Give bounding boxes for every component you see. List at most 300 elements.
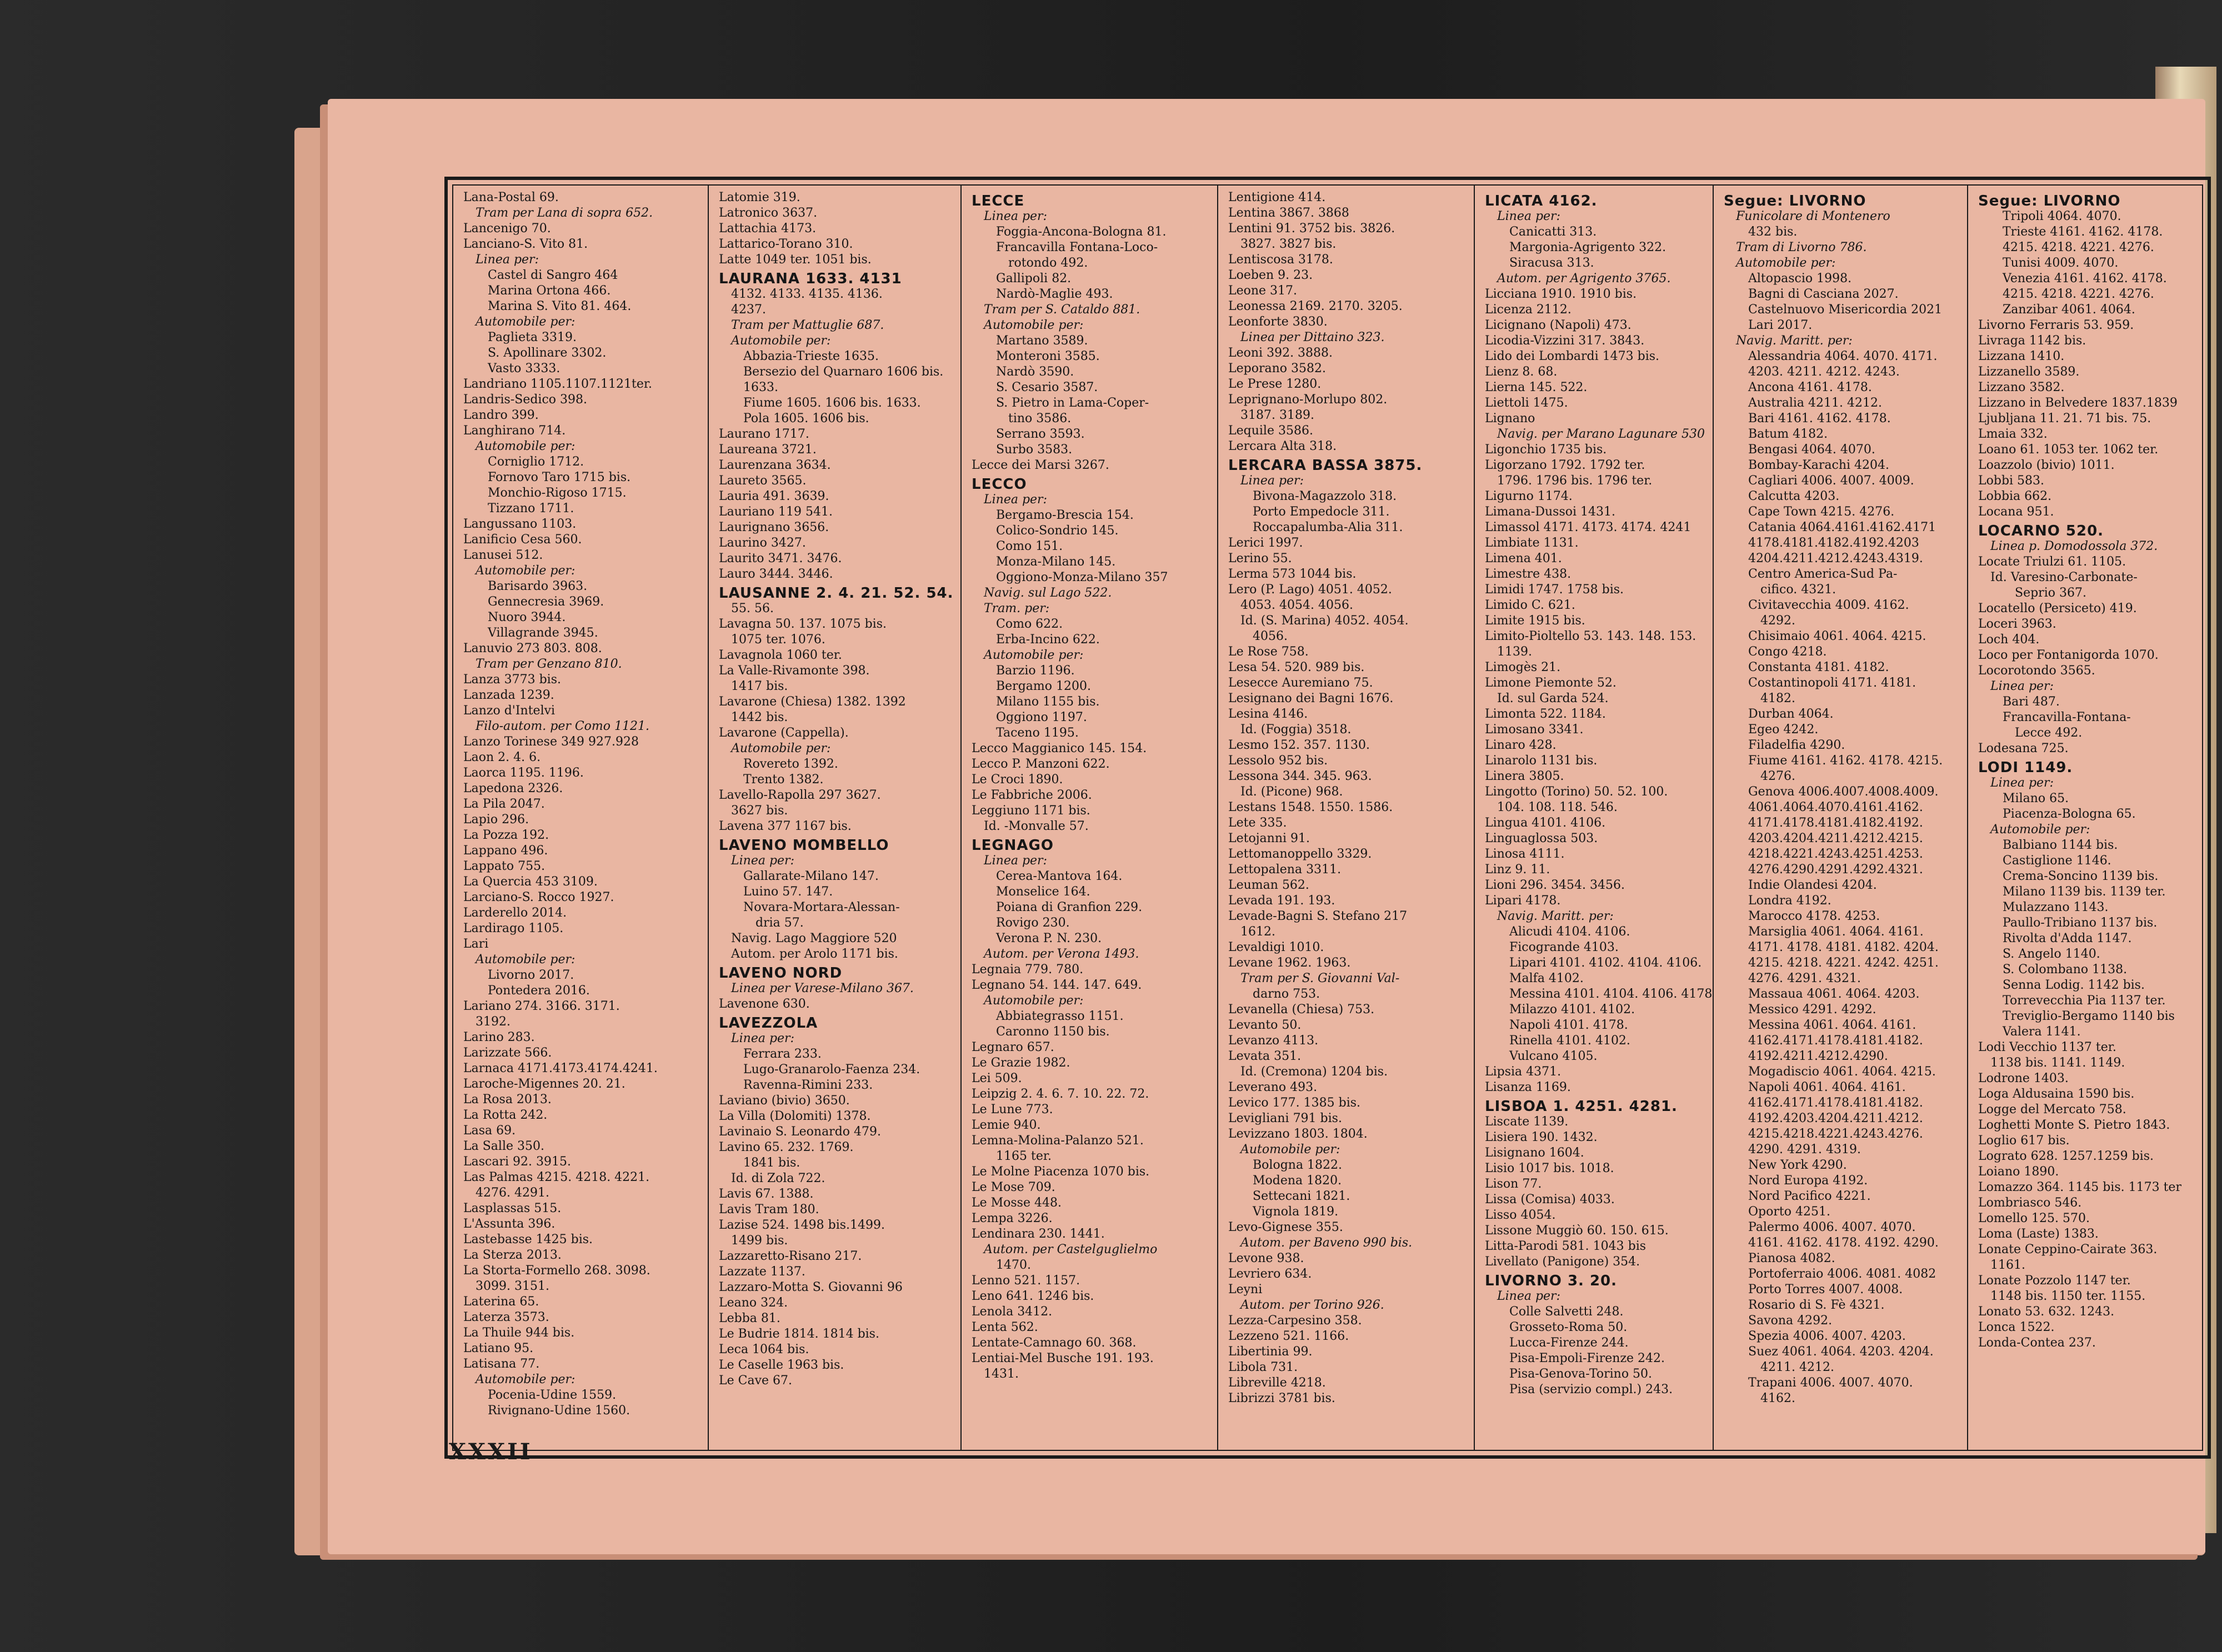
index-entry: 432 bis. [1748, 225, 1798, 239]
index-entry: Balbiano 1144 bis. [2003, 838, 2118, 852]
index-entry: Lattarico-Torano 310. [719, 237, 853, 251]
index-entry: Liscate 1139. [1485, 1115, 1569, 1129]
index-entry: Bivona-Magazzolo 318. [1253, 489, 1397, 503]
index-entry: Limite 1915 bis. [1485, 614, 1585, 628]
index-entry: 3187. 3189. [1240, 408, 1314, 422]
index-entry: Pocenia-Udine 1559. [488, 1388, 617, 1402]
index-entry: Autom. per Verona 1493. [984, 947, 1139, 961]
index-entry: 4162.4171.4178.4181.4182. [1748, 1034, 1923, 1048]
index-entry: Rivignano-Udine 1560. [488, 1404, 630, 1418]
index-entry: 4061.4064.4070.4161.4162. [1748, 800, 1923, 814]
index-entry: Centro America-Sud Pa- [1748, 567, 1898, 581]
index-entry: Nord Europa 4192. [1748, 1174, 1868, 1188]
index-entry: Lettopalena 3311. [1228, 863, 1342, 877]
index-entry: Legnano 54. 144. 147. 649. [972, 978, 1142, 992]
index-entry: 4162. [1760, 1391, 1795, 1405]
index-entry: Monselice 164. [996, 885, 1090, 899]
index-entry: Tram. per: [984, 602, 1050, 615]
index-entry: 1161. [1990, 1258, 2025, 1272]
index-entry: Venezia 4161. 4162. 4178. [2003, 272, 2167, 286]
index-entry: Lanza 3773 bis. [463, 673, 561, 687]
index-entry: 4276. 4291. [476, 1186, 549, 1200]
index-entry: Tram per S. Cataldo 881. [984, 303, 1140, 317]
index-entry: Suez 4061. 4064. 4203. 4204. [1748, 1345, 1934, 1359]
index-entry: Loco per Fontanigorda 1070. [1978, 648, 2159, 662]
index-entry: Libola 731. [1228, 1360, 1298, 1374]
index-entry: Civitavecchia 4009. 4162. [1748, 598, 1909, 612]
index-entry: Lizzanello 3589. [1978, 365, 2080, 379]
index-entry: Lauriano 119 541. [719, 505, 833, 519]
index-entry: Laureto 3565. [719, 474, 807, 488]
index-entry: Lonca 1522. [1978, 1320, 2055, 1334]
index-entry: Porto Empedocle 311. [1253, 505, 1390, 519]
index-entry: 4171. 4178. 4181. 4182. 4204. [1748, 940, 1939, 954]
index-entry: Lerici 1997. [1228, 536, 1303, 550]
index-entry: Lavagna 50. 137. 1075 bis. [719, 617, 887, 631]
index-entry: Linea per: [984, 493, 1047, 507]
index-entry: Marina Ortona 466. [488, 284, 611, 298]
index-entry: Lentina 3867. 3868 [1228, 206, 1349, 220]
index-entry: Mulazzano 1143. [2003, 900, 2109, 914]
index-entry: Limonta 522. 1184. [1485, 707, 1606, 721]
index-entry: Lancenigo 70. [463, 222, 551, 236]
index-entry: Bergamo-Brescia 154. [996, 508, 1134, 522]
index-entry: Leipzig 2. 4. 6. 7. 10. 22. 72. [972, 1087, 1149, 1101]
index-entry: Ljubljana 11. 21. 71 bis. 75. [1978, 412, 2151, 425]
index-entry: Livorno Ferraris 53. 959. [1978, 318, 2134, 332]
index-entry: Levanella (Chiesa) 753. [1228, 1003, 1375, 1017]
index-entry: Levizzano 1803. 1804. [1228, 1127, 1368, 1141]
index-entry: Trapani 4006. 4007. 4070. [1748, 1376, 1913, 1390]
index-entry: Locatello (Persiceto) 419. [1978, 602, 2137, 615]
index-entry: Crema-Soncino 1139 bis. [2003, 869, 2159, 883]
index-entry: Serrano 3593. [996, 427, 1085, 441]
index-entry: Gallipoli 82. [996, 272, 1072, 286]
index-entry: Rovereto 1392. [743, 757, 838, 771]
index-entry: Lavenone 630. [719, 997, 810, 1011]
index-entry: 4204.4211.4212.4243.4319. [1748, 552, 1923, 565]
section-heading: Segue: LIVORNO [1724, 193, 1866, 209]
index-entry: dria 57. [755, 916, 804, 930]
index-entry: 4215. 4218. 4221. 4276. [2003, 241, 2154, 254]
index-entry: Nardò-Maglie 493. [996, 287, 1113, 301]
index-entry: Francavilla-Fontana- [2003, 710, 2131, 724]
index-entry: Lombriasco 546. [1978, 1196, 2082, 1210]
index-entry: Linea per: [1990, 776, 2054, 790]
index-entry: Surbo 3583. [996, 443, 1073, 457]
index-entry: Levaldigi 1010. [1228, 940, 1324, 954]
index-entry: Lodesana 725. [1978, 742, 2069, 755]
index-entry: Verona P. N. 230. [996, 932, 1102, 945]
index-entry: Rinella 4101. 4102. [1509, 1034, 1630, 1048]
index-entry: Nardò 3590. [996, 365, 1074, 379]
index-entry: Alicudi 4104. 4106. [1509, 925, 1630, 939]
index-entry: Latomie 319. [719, 191, 800, 204]
index-entry: Laureana 3721. [719, 443, 817, 457]
index-entry: Laviano (bivio) 3650. [719, 1094, 850, 1108]
index-entry: Tram per Mattuglie 687. [731, 318, 884, 332]
index-column-7 [1967, 186, 2211, 1450]
index-entry: Lingotto (Torino) 50. 52. 100. [1485, 785, 1668, 799]
index-entry: Linea per: [1497, 209, 1560, 223]
index-entry: Lisanza 1169. [1485, 1080, 1571, 1094]
index-entry: Lido dei Lombardi 1473 bis. [1485, 349, 1660, 363]
index-entry: Las Palmas 4215. 4218. 4221. [463, 1170, 650, 1184]
index-entry: Lenno 521. 1157. [972, 1274, 1080, 1288]
index-entry: Linea per: [1497, 1289, 1560, 1303]
index-entry: Funicolare di Montenero [1736, 209, 1890, 223]
index-entry: 4215. 4218. 4221. 4242. 4251. [1748, 956, 1939, 970]
index-entry: Locorotondo 3565. [1978, 664, 2095, 678]
index-entry: 1075 ter. 1076. [731, 633, 825, 647]
index-entry: Laurenzana 3634. [719, 458, 831, 472]
index-entry: Leuman 562. [1228, 878, 1309, 892]
index-entry: Levada 191. 193. [1228, 894, 1335, 908]
index-entry: 4192.4203.4204.4211.4212. [1748, 1112, 1923, 1125]
index-entry: Navig. Maritt. per: [1497, 909, 1614, 923]
index-entry: Lesmo 152. 357. 1130. [1228, 738, 1370, 752]
index-entry: Lazzaretto-Risano 217. [719, 1249, 862, 1263]
index-entry: 55. 56. [731, 602, 774, 615]
index-entry: La Pila 2047. [463, 797, 545, 811]
index-entry: Fiume 1605. 1606 bis. 1633. [743, 396, 921, 410]
section-heading: LERCARA BASSA 3875. [1228, 457, 1423, 474]
index-entry: Loeben 9. 23. [1228, 268, 1313, 282]
index-entry: Caronno 1150 bis. [996, 1025, 1110, 1039]
index-entry: Gennecresia 3969. [488, 595, 604, 609]
index-entry: Automobile per: [984, 318, 1084, 332]
index-entry: Autom. per Arolo 1171 bis. [731, 947, 898, 961]
index-entry: Seprio 367. [2015, 586, 2086, 600]
index-entry: Ancona 4161. 4178. [1748, 381, 1872, 394]
index-entry: Lanzada 1239. [463, 688, 554, 702]
index-entry: Levone 938. [1228, 1251, 1304, 1265]
index-entry: Lavarone (Chiesa) 1382. 1392 [719, 695, 906, 709]
index-entry: Linera 3805. [1485, 769, 1564, 783]
index-entry: Linguaglossa 503. [1485, 832, 1598, 845]
index-entry: Lasplassas 515. [463, 1202, 562, 1215]
index-entry: Lesignano dei Bagni 1676. [1228, 692, 1394, 705]
index-entry: Laurino 3427. [719, 536, 806, 550]
section-heading: LISBOA 1. 4251. 4281. [1485, 1098, 1678, 1115]
index-entry: Lissa (Comisa) 4033. [1485, 1193, 1615, 1207]
index-entry: Levanto 50. [1228, 1018, 1302, 1032]
section-heading: LEGNAGO [972, 837, 1054, 854]
index-entry: Automobile per: [731, 742, 831, 755]
index-entry: Lavis 67. 1388. [719, 1187, 814, 1201]
index-entry: Lonate Ceppino-Cairate 363. [1978, 1243, 2158, 1256]
index-entry: Lapio 296. [463, 813, 529, 827]
index-entry: Luino 57. 147. [743, 885, 833, 899]
index-entry: Linaro 428. [1485, 738, 1557, 752]
index-entry: Vulcano 4105. [1509, 1049, 1598, 1063]
index-entry: Rosario di S. Fè 4321. [1748, 1298, 1885, 1312]
index-entry: 3627 bis. [731, 804, 788, 818]
index-entry: 4178.4181.4182.4192.4203 [1748, 536, 1919, 550]
index-entry: Marsiglia 4061. 4064. 4161. [1748, 925, 1924, 939]
index-column-3 [960, 186, 1217, 1450]
index-entry: Vasto 3333. [488, 362, 560, 376]
index-entry: 4290. 4291. 4319. [1748, 1143, 1861, 1157]
index-entry: Le Mosse 448. [972, 1196, 1062, 1210]
index-entry: Filadelfia 4290. [1748, 738, 1845, 752]
index-entry: Le Prese 1280. [1228, 377, 1322, 391]
index-entry: Legnaro 657. [972, 1040, 1054, 1054]
index-entry: Automobile per: [476, 953, 575, 967]
index-entry: Lavello-Rapolla 297 3627. [719, 788, 881, 802]
index-entry: Massaua 4061. 4064. 4203. [1748, 987, 1920, 1001]
index-entry: Leverano 493. [1228, 1080, 1318, 1094]
index-entry: Messico 4291. 4292. [1748, 1003, 1876, 1017]
index-entry: Pisa-Empoli-Firenze 242. [1509, 1351, 1665, 1365]
index-entry: Letojanni 91. [1228, 832, 1310, 845]
index-entry: Automobile per: [1990, 823, 2090, 837]
index-entry: Lomello 125. 570. [1978, 1212, 2090, 1225]
index-entry: Linea per Varese-Milano 367. [731, 982, 914, 995]
index-entry: Tripoli 4064. 4070. [2003, 209, 2121, 223]
index-entry: Lesa 54. 520. 989 bis. [1228, 660, 1365, 674]
index-entry: Lappano 496. [463, 844, 548, 858]
index-entry: Autom. per Torino 926. [1240, 1298, 1384, 1312]
index-entry: Lebba 81. [719, 1311, 780, 1325]
index-column-2 [708, 186, 960, 1450]
index-entry: Lessolo 952 bis. [1228, 754, 1328, 768]
index-entry: Lessona 344. 345. 963. [1228, 769, 1372, 783]
index-entry: Lerino 55. [1228, 552, 1292, 565]
index-entry: Lecce dei Marsi 3267. [972, 458, 1109, 472]
index-entry: Id. (Cremona) 1204 bis. [1240, 1065, 1388, 1079]
index-entry: Malfa 4102. [1509, 972, 1584, 985]
index-entry: New York 4290. [1748, 1158, 1847, 1172]
index-entry: Bologna 1822. [1253, 1158, 1343, 1172]
index-entry: Le Fabbriche 2006. [972, 788, 1092, 802]
index-entry: Linea per: [984, 854, 1047, 868]
index-entry: Autom. per Agrigento 3765. [1497, 272, 1671, 286]
index-entry: Lanusei 512. [463, 548, 543, 562]
index-entry: Napoli 4061. 4064. 4161. [1748, 1080, 1906, 1094]
index-entry: S. Angelo 1140. [2003, 947, 2100, 961]
index-entry: Leyni [1228, 1283, 1263, 1296]
index-entry: Lison 77. [1485, 1177, 1542, 1191]
index-entry: Lanzo d'Intelvi [463, 704, 556, 718]
index-entry: Lisso 4054. [1485, 1208, 1556, 1222]
index-entry: Pisa (servizio compl.) 243. [1509, 1383, 1673, 1396]
section-heading: Segue: LIVORNO [1978, 193, 2121, 209]
index-entry: Lentini 91. 3752 bis. 3826. [1228, 222, 1395, 236]
index-entry: Lana-Postal 69. [463, 191, 559, 204]
index-entry: cifico. 4321. [1760, 583, 1836, 597]
index-entry: Larciano-S. Rocco 1927. [463, 890, 614, 904]
index-entry: Le Croci 1890. [972, 773, 1063, 787]
index-entry: Como 622. [996, 617, 1063, 631]
index-entry: Levane 1962. 1963. [1228, 956, 1351, 970]
index-entry: Porto Torres 4007. 4008. [1748, 1283, 1903, 1296]
index-entry: 1499 bis. [731, 1234, 788, 1248]
index-entry: Loazzolo (bivio) 1011. [1978, 458, 2115, 472]
index-entry: Cerea-Mantova 164. [996, 869, 1123, 883]
index-entry: Lentiai-Mel Busche 191. 193. [972, 1351, 1154, 1365]
index-entry: Pola 1605. 1606 bis. [743, 412, 869, 425]
index-entry: Lavena 377 1167 bis. [719, 819, 852, 833]
index-entry: Erba-Incino 622. [996, 633, 1100, 647]
index-entry: Limidi 1747. 1758 bis. [1485, 583, 1624, 597]
index-entry: 4132. 4133. 4135. 4136. [731, 287, 883, 301]
index-entry: Id. Varesino-Carbonate- [1990, 570, 2138, 584]
index-entry: Lesecce Auremiano 75. [1228, 676, 1373, 690]
index-entry: Fiume 4161. 4162. 4178. 4215. [1748, 754, 1943, 768]
index-entry: Monchio-Rigoso 1715. [488, 486, 627, 500]
section-heading: LAURANA 1633. 4131 [719, 271, 902, 287]
index-entry: Leano 324. [719, 1296, 788, 1310]
section-heading: LICATA 4162. [1485, 193, 1598, 209]
index-entry: Latiano 95. [463, 1341, 534, 1355]
index-entry: Ligurno 1174. [1485, 489, 1573, 503]
index-entry: 4276. 4291. 4321. [1748, 972, 1861, 985]
section-heading: LAVEZZOLA [719, 1015, 818, 1032]
index-entry: Lerma 573 1044 bis. [1228, 567, 1357, 581]
index-entry: Limone Piemonte 52. [1485, 676, 1617, 690]
index-entry: Leone 317. [1228, 284, 1298, 298]
index-entry: Id. (S. Marina) 4052. 4054. [1240, 614, 1409, 628]
index-entry: Lipari 4178. [1485, 894, 1561, 908]
index-entry: Linea per: [731, 854, 794, 868]
index-entry: Licenza 2112. [1485, 303, 1572, 317]
index-entry: Laurito 3471. 3476. [719, 552, 842, 565]
page-number: XXXII [449, 1439, 533, 1465]
index-entry: Lisio 1017 bis. 1018. [1485, 1162, 1614, 1175]
index-entry: Fornovo Taro 1715 bis. [488, 470, 631, 484]
index-entry: Lisiera 190. 1432. [1485, 1130, 1598, 1144]
index-entry: Nuoro 3944. [488, 610, 566, 624]
index-entry: Ravenna-Rimini 233. [743, 1078, 873, 1092]
index-entry: Lemie 940. [972, 1118, 1041, 1132]
index-entry: Loch 404. [1978, 633, 2040, 647]
section-heading: LOCARNO 520. [1978, 523, 2104, 539]
index-column-6 [1713, 186, 1967, 1450]
index-entry: Lugo-Granarolo-Faenza 234. [743, 1063, 920, 1077]
index-entry: Torrevecchia Pia 1137 ter. [2003, 994, 2166, 1008]
index-entry: Le Molne Piacenza 1070 bis. [972, 1165, 1150, 1179]
index-entry: Automobile per: [476, 564, 575, 578]
section-heading: LAVENO MOMBELLO [719, 837, 889, 854]
index-entry: Leonforte 3830. [1228, 315, 1328, 329]
index-entry: Lavino 65. 232. 1769. [719, 1140, 854, 1154]
index-entry: Automobile per: [984, 994, 1084, 1008]
index-entry: Ligorzano 1792. 1792 ter. [1485, 458, 1645, 472]
index-entry: S. Pietro in Lama-Coper- [996, 396, 1149, 410]
index-entry: Larderello 2014. [463, 906, 567, 920]
index-entry: 4056. [1253, 629, 1288, 643]
index-entry: Automobile per: [1736, 256, 1836, 270]
index-entry: Larizzate 566. [463, 1046, 552, 1060]
index-entry: Bari 4161. 4162. 4178. [1748, 412, 1891, 425]
index-entry: Le Rose 758. [1228, 645, 1309, 659]
index-entry: Settecani 1821. [1253, 1189, 1350, 1203]
index-entry: 4053. 4054. 4056. [1240, 598, 1353, 612]
index-entry: 1165 ter. [996, 1149, 1052, 1163]
index-entry: Lonato 53. 632. 1243. [1978, 1305, 2115, 1319]
index-entry: Lete 335. [1228, 816, 1287, 830]
index-entry: Milano 1139 bis. 1139 ter. [2003, 885, 2166, 899]
index-entry: Lappato 755. [463, 859, 546, 873]
index-entry: 3192. [476, 1015, 511, 1029]
index-entry: Barisardo 3963. [488, 579, 588, 593]
index-entry: Lobbia 662. [1978, 489, 2052, 503]
index-entry: Lazzaro-Motta S. Giovanni 96 [719, 1280, 903, 1294]
index-entry: Loiano 1890. [1978, 1165, 2059, 1179]
index-entry: Leggiuno 1171 bis. [972, 804, 1090, 818]
index-entry: Libreville 4218. [1228, 1376, 1326, 1390]
index-entry: Lienz 8. 68. [1485, 365, 1558, 379]
index-entry: Licignano (Napoli) 473. [1485, 318, 1632, 332]
index-entry: Rivolta d'Adda 1147. [2003, 932, 2132, 945]
index-entry: Bersezio del Quarnaro 1606 bis. [743, 365, 944, 379]
index-entry: Lanificio Cesa 560. [463, 533, 582, 547]
index-entry: 4292. [1760, 614, 1795, 628]
index-entry: Lomazzo 364. 1145 bis. 1173 ter [1978, 1180, 2181, 1194]
index-entry: Linarolo 1131 bis. [1485, 754, 1598, 768]
index-entry: Linosa 4111. [1485, 847, 1565, 861]
index-entry: Villagrande 3945. [488, 626, 598, 640]
index-entry: Tram di Livorno 786. [1736, 241, 1867, 254]
index-entry: Corniglio 1712. [488, 455, 584, 469]
index-entry: Poiana di Granfion 229. [996, 900, 1143, 914]
section-heading: LIVORNO 3. 20. [1485, 1273, 1618, 1289]
index-entry: Valera 1141. [2003, 1025, 2081, 1039]
index-entry: Oporto 4251. [1748, 1205, 1830, 1219]
index-entry: Levade-Bagni S. Stefano 217 [1228, 909, 1408, 923]
section-heading: LECCE [972, 193, 1025, 209]
index-entry: rotondo 492. [1008, 256, 1088, 270]
index-frame [444, 177, 2211, 1459]
index-entry: Lezza-Carpesino 358. [1228, 1314, 1362, 1328]
index-entry: Lodrone 1403. [1978, 1072, 2069, 1085]
index-entry: Lissone Muggiò 60. 150. 615. [1485, 1224, 1669, 1238]
index-entry: Filo-autom. per Como 1121. [476, 719, 650, 733]
index-entry: Le Caselle 1963 bis. [719, 1358, 844, 1372]
index-entry: darno 753. [1253, 987, 1320, 1001]
index-entry: Laurignano 3656. [719, 520, 829, 534]
index-entry: Navig. Lago Maggiore 520 [731, 932, 897, 945]
index-entry: Lioni 296. 3454. 3456. [1485, 878, 1625, 892]
index-column-1 [453, 186, 708, 1450]
index-entry: Martano 3589. [996, 334, 1088, 348]
index-entry: 4162.4171.4178.4181.4182. [1748, 1096, 1923, 1110]
index-entry: Lavinaio S. Leonardo 479. [719, 1125, 882, 1139]
index-entry: Logge del Mercato 758. [1978, 1103, 2126, 1117]
index-entry: Palermo 4006. 4007. 4070. [1748, 1220, 1916, 1234]
index-entry: Colle Salvetti 248. [1509, 1305, 1624, 1319]
index-entry: Lardirago 1105. [463, 922, 564, 935]
index-entry: Id. sul Garda 524. [1497, 692, 1609, 705]
index-entry: Grosseto-Roma 50. [1509, 1320, 1628, 1334]
index-columns [452, 184, 2203, 1451]
index-entry: Lestans 1548. 1550. 1586. [1228, 800, 1393, 814]
index-entry: Vignola 1819. [1253, 1205, 1339, 1219]
section-heading: LODI 1149. [1978, 759, 2073, 776]
index-entry: Lenola 3412. [972, 1305, 1053, 1319]
index-entry: Lazise 524. 1498 bis.1499. [719, 1218, 885, 1232]
index-entry: Lecce 492. [2015, 726, 2083, 740]
index-entry: Linea per: [1990, 679, 2054, 693]
index-entry: 3827. 3827 bis. [1240, 237, 1337, 251]
index-entry: Ficogrande 4103. [1509, 940, 1619, 954]
index-entry: Loano 61. 1053 ter. 1062 ter. [1978, 443, 2159, 457]
index-entry: La Thuile 944 bis. [463, 1326, 575, 1340]
index-entry: Indie Olandesi 4204. [1748, 878, 1877, 892]
index-entry: Canicatti 313. [1509, 225, 1597, 239]
index-entry: Lipsia 4371. [1485, 1065, 1562, 1079]
